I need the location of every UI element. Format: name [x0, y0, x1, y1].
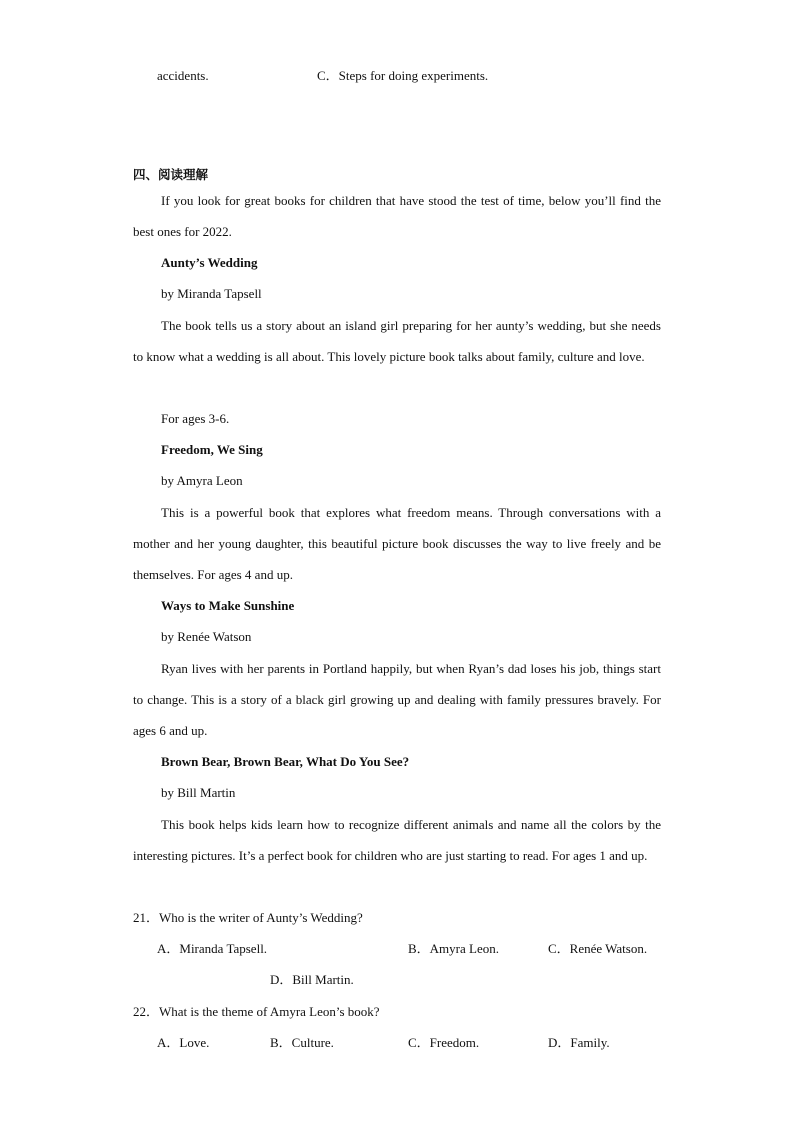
book-title: Ways to Make Sunshine	[161, 598, 295, 613]
book-author: by Bill Martin	[161, 785, 236, 800]
book-title: Brown Bear, Brown Bear, What Do You See?	[161, 754, 410, 769]
book-title: Freedom, We Sing	[161, 442, 263, 457]
answer-option-d[interactable]: D．Family.	[548, 1035, 610, 1050]
book-title: Aunty’s Wedding	[161, 255, 258, 270]
book-description: This book helps kids learn how to recognize different animals and name all the colors by the interesting pictures. It’s a perfect book for children who are just starting to read. For ages 1 and up.	[133, 817, 661, 864]
prev-option-text: accidents.	[157, 68, 209, 83]
book-author: by Renée Watson	[161, 629, 252, 644]
question-stem: 22．What is the theme of Amyra Leon’s book?	[133, 1004, 380, 1019]
section-title: 四、阅读理解	[133, 167, 209, 182]
answer-option-d[interactable]: D．Bill Martin.	[270, 972, 354, 987]
answer-option-a[interactable]: A．Miranda Tapsell.	[157, 941, 268, 956]
answer-option-c[interactable]: C．Freedom.	[408, 1035, 480, 1050]
question-stem: 21．Who is the writer of Aunty’s Wedding?	[133, 910, 363, 925]
answer-option-b[interactable]: B．Culture.	[270, 1035, 334, 1050]
prev-option-c: C．Steps for doing experiments.	[317, 68, 489, 83]
book-ages: For ages 3-6.	[161, 411, 230, 426]
answer-option-c[interactable]: C．Renée Watson.	[548, 941, 648, 956]
book-author: by Miranda Tapsell	[161, 286, 262, 301]
answer-option-b[interactable]: B．Amyra Leon.	[408, 941, 499, 956]
book-description: Ryan lives with her parents in Portland happily, but when Ryan’s dad loses his job, things start to change. This is a story of a black girl growing up and dealing with family pressures bravely. For ages 6 and up.	[133, 661, 661, 739]
intro-paragraph: If you look for great books for children that have stood the test of time, below you’ll find the best ones for 2022.	[133, 193, 661, 240]
answer-option-a[interactable]: A．Love.	[157, 1035, 210, 1050]
book-description: This is a powerful book that explores what freedom means. Through conversations with a mother and her young daughter, this beautiful picture book discusses the way to live freely and be themselves. For ages 4 and up.	[133, 505, 661, 583]
book-description: The book tells us a story about an island girl preparing for her aunty’s wedding, but she needs to know what a wedding is all about. This lovely picture book talks about family, culture and love.	[133, 318, 661, 365]
book-author: by Amyra Leon	[161, 473, 243, 488]
